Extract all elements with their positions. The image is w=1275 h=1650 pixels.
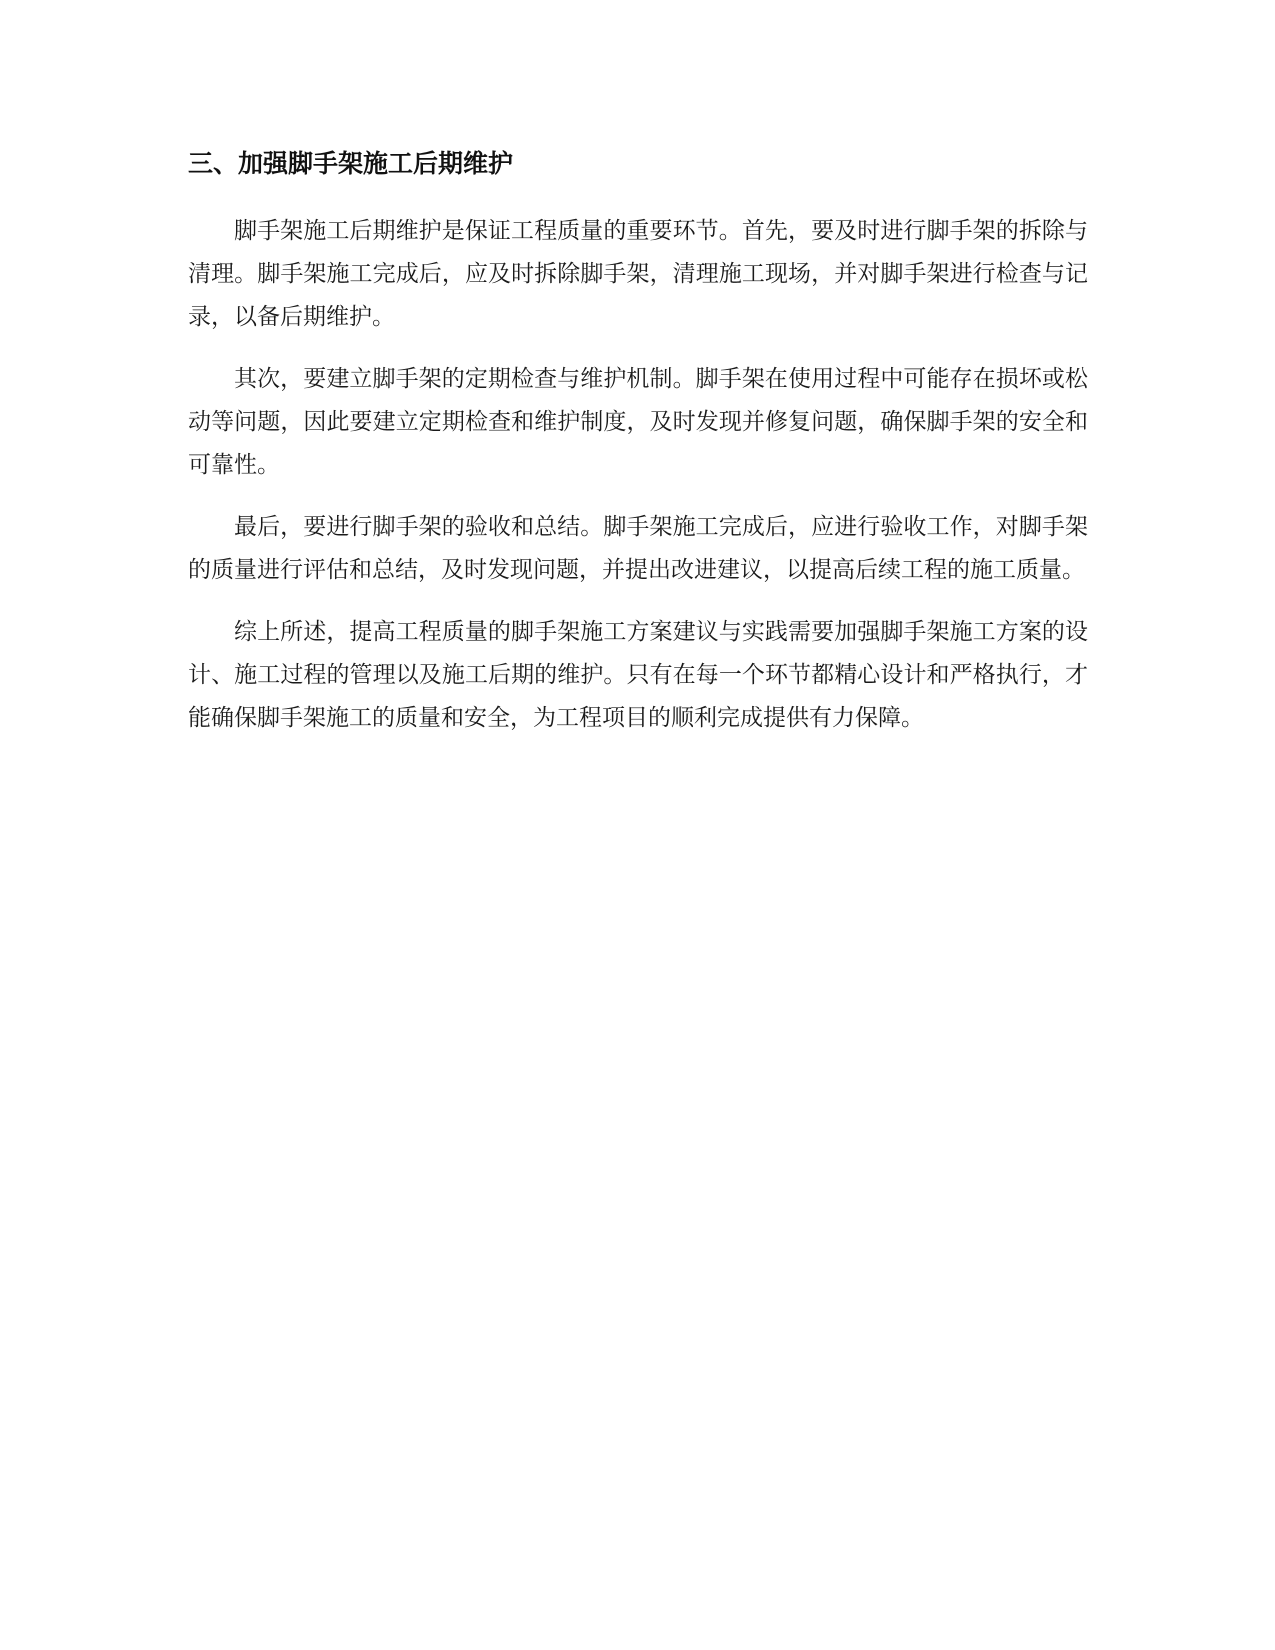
paragraph-acceptance-summary: 最后，要进行脚手架的验收和总结。脚手架施工完成后，应进行验收工作，对脚手架的质量进行评估和总结，及时发现问题，并提出改进建议，以提高后续工程的施工质量。 xyxy=(188,514,1088,583)
paragraph-removal-cleanup: 脚手架施工后期维护是保证工程质量的重要环节。首先，要及时进行脚手架的拆除与清理。脚手架施工完成后，应及时拆除脚手架，清理施工现场，并对脚手架进行检查与记录，以备后期维护。 xyxy=(188,218,1088,330)
document-body xyxy=(188,146,1088,759)
section-heading: 三、加强脚手架施工后期维护 xyxy=(188,149,514,178)
paragraph-conclusion: 综上所述，提高工程质量的脚手架施工方案建议与实践需要加强脚手架施工方案的设计、施工过程的管理以及施工后期的维护。只有在每一个环节都精心设计和严格执行，才能确保脚手架施工的质量和安全，为工程项目的顺利完成提供有力保障。 xyxy=(188,619,1088,731)
paragraph-inspection-mechanism: 其次，要建立脚手架的定期检查与维护机制。脚手架在使用过程中可能存在损坏或松动等问题，因此要建立定期检查和维护制度，及时发现并修复问题，确保脚手架的安全和可靠性。 xyxy=(188,366,1088,478)
